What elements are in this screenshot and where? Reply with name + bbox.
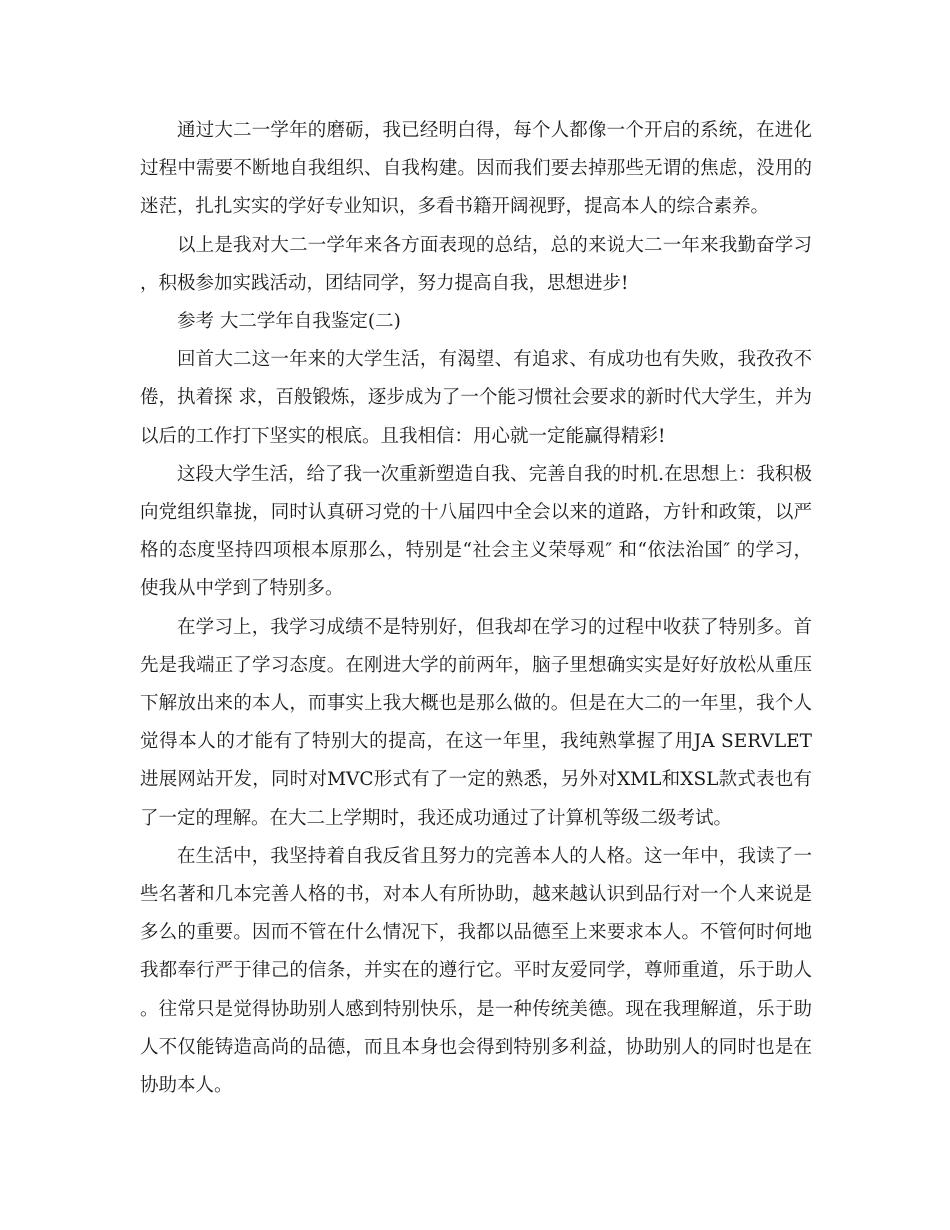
- paragraph-summary-growth: 通过大二一学年的磨砺，我已经明白得，每个人都像一个开启的系统，在进化过程中需要不断地自我组织、自我构建。因而我们要去掉那些无谓的焦虑，没用的迷茫，扎扎实实的学好专业知识，多看书籍开阔视野，提高本人的综合素养。: [140, 120, 812, 218]
- paragraph-review: 回首大二这一年来的大学生活，有渴望、有追求、有成功也有失败，我孜孜不倦，执着探 求，百般锻炼，逐步成为了一个能习惯社会要求的新时代大学生，并为以后的工作打下坚实的根底。且我相信：用心就一定能赢得精彩!: [140, 349, 812, 447]
- paragraph-life: 在生活中，我坚持着自我反省且努力的完善本人的人格。这一年中，我读了一些名著和几本完善人格的书，对本人有所协助，越来越认识到品行对一个人来说是多么的重要。因而不管在什么情况下，我都以品德至上来要求本人。不管何时何地我都奉行严于律己的信条，并实在的遵行它。平时友爱同学，尊师重道，乐于助人。往常只是觉得协助别人感到特别快乐，是一种传统美德。现在我理解道，乐于助人不仅能铸造高尚的品德，而且本身也会得到特别多利益，协助别人的同时也是在协助本人。: [140, 845, 812, 1097]
- paragraph-study: 在学习上，我学习成绩不是特别好，但我却在学习的过程中收获了特别多。首先是我端正了学习态度。在刚进大学的前两年，脑子里想确实实是好好放松从重压下解放出来的本人，而事实上我大概也是那么做的。但是在大二的一年里，我个人觉得本人的才能有了特别大的提高，在这一年里，我纯熟掌握了用JA SERVLET 进展网站开发，同时对MVC形式有了一定的熟悉，另外对XML和XSL款式表也有了一定的理解。在大二上学期时，我还成功通过了计算机等级二级考试。: [140, 616, 812, 829]
- document-body: [140, 112, 812, 1105]
- section-heading: 参考 大二学年自我鉴定(二): [177, 311, 401, 333]
- paragraph-summary-conclusion: 以上是我对大二一学年来各方面表现的总结，总的来说大二一年来我勤奋学习，积极参加实践活动，团结同学，努力提高自我，思想进步!: [140, 234, 812, 294]
- paragraph-ideology: 这段大学生活，给了我一次重新塑造自我、完善自我的时机.在思想上：我积极向党组织靠拢，同时认真研习党的十八届四中全会以来的道路，方针和政策，以严格的态度坚持四项根本原那么，特别是“社会主义荣辱观″ 和“依法治国″ 的学习，使我从中学到了特别多。: [140, 463, 812, 600]
